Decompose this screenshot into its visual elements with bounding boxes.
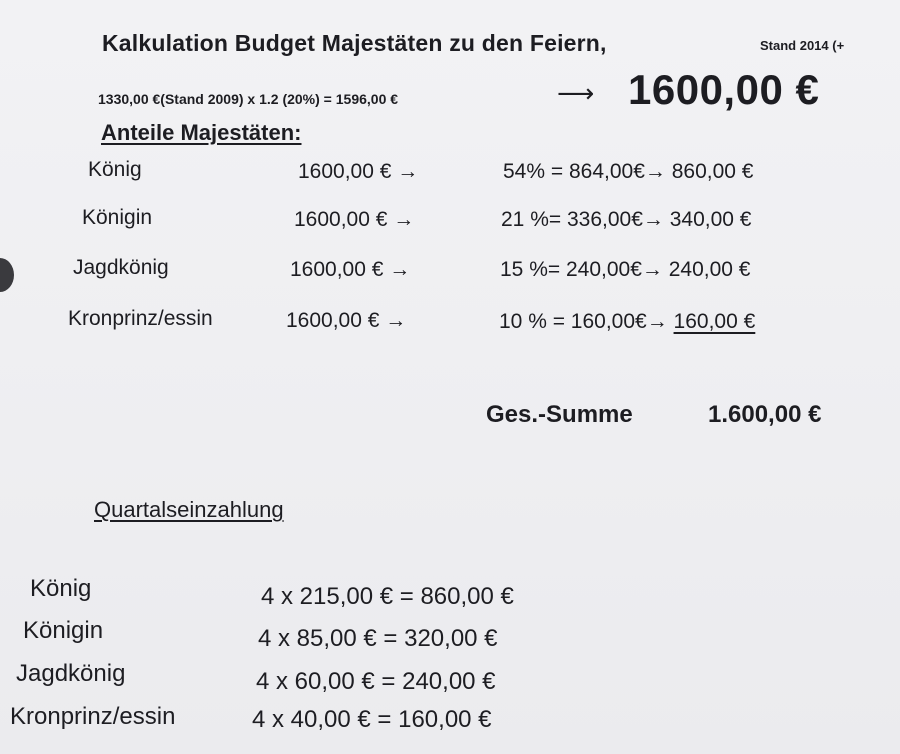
share-base-kronprinz: 1600,00 € → bbox=[286, 309, 407, 332]
share-calc-kronprinz-final: 160,00 € bbox=[673, 310, 756, 333]
quarter-name-kronprinz: Kronprinz/essin bbox=[10, 703, 176, 730]
sum-value: 1.600,00 € bbox=[708, 401, 822, 428]
share-name-kronprinz: Kronprinz/essin bbox=[68, 307, 213, 330]
share-calc-koenig: 54% = 864,00€→ 860,00 € bbox=[503, 160, 754, 183]
sum-label: Ges.-Summe bbox=[486, 401, 633, 428]
quarter-name-koenigin: Königin bbox=[23, 617, 104, 644]
title-date-note: Stand 2014 (+ bbox=[760, 38, 845, 53]
share-name-jagdkoenig: Jagdkönig bbox=[73, 256, 169, 279]
budget-calculation: 1330,00 €(Stand 2009) x 1.2 (20%) = 1596,00 € bbox=[98, 91, 399, 107]
share-base-koenig: 1600,00 € → bbox=[298, 160, 419, 183]
quarterly-heading: Quartalseinzahlung bbox=[94, 497, 284, 522]
share-base-koenigin: 1600,00 € → bbox=[294, 208, 415, 231]
share-calc-koenigin: 21 %= 336,00€→ 340,00 € bbox=[501, 208, 752, 231]
quarter-calc-koenig: 4 x 215,00 € = 860,00 € bbox=[261, 583, 514, 610]
share-calc-kronprinz-prefix: 10 % = 160,00€→ bbox=[499, 310, 674, 333]
arrow-icon: ⟶ bbox=[557, 78, 595, 108]
shares-heading: Anteile Majestäten: bbox=[101, 120, 302, 145]
share-base-jagdkoenig: 1600,00 € → bbox=[290, 258, 411, 281]
quarter-calc-kronprinz: 4 x 40,00 € = 160,00 € bbox=[252, 706, 492, 733]
document-title: Kalkulation Budget Majestäten zu den Feiern, bbox=[102, 30, 607, 56]
budget-total: 1600,00 € bbox=[628, 66, 820, 113]
page-edge-shadow bbox=[0, 258, 14, 292]
quarter-calc-koenigin: 4 x 85,00 € = 320,00 € bbox=[258, 625, 498, 652]
quarter-name-koenig: König bbox=[30, 575, 92, 602]
quarter-name-jagdkoenig: Jagdkönig bbox=[16, 660, 126, 687]
share-name-koenig: König bbox=[88, 158, 142, 181]
share-calc-jagdkoenig: 15 %= 240,00€→ 240,00 € bbox=[500, 258, 751, 281]
quarter-calc-jagdkoenig: 4 x 60,00 € = 240,00 € bbox=[256, 668, 496, 695]
share-calc-kronprinz bbox=[499, 310, 755, 334]
share-name-koenigin: Königin bbox=[82, 206, 153, 229]
